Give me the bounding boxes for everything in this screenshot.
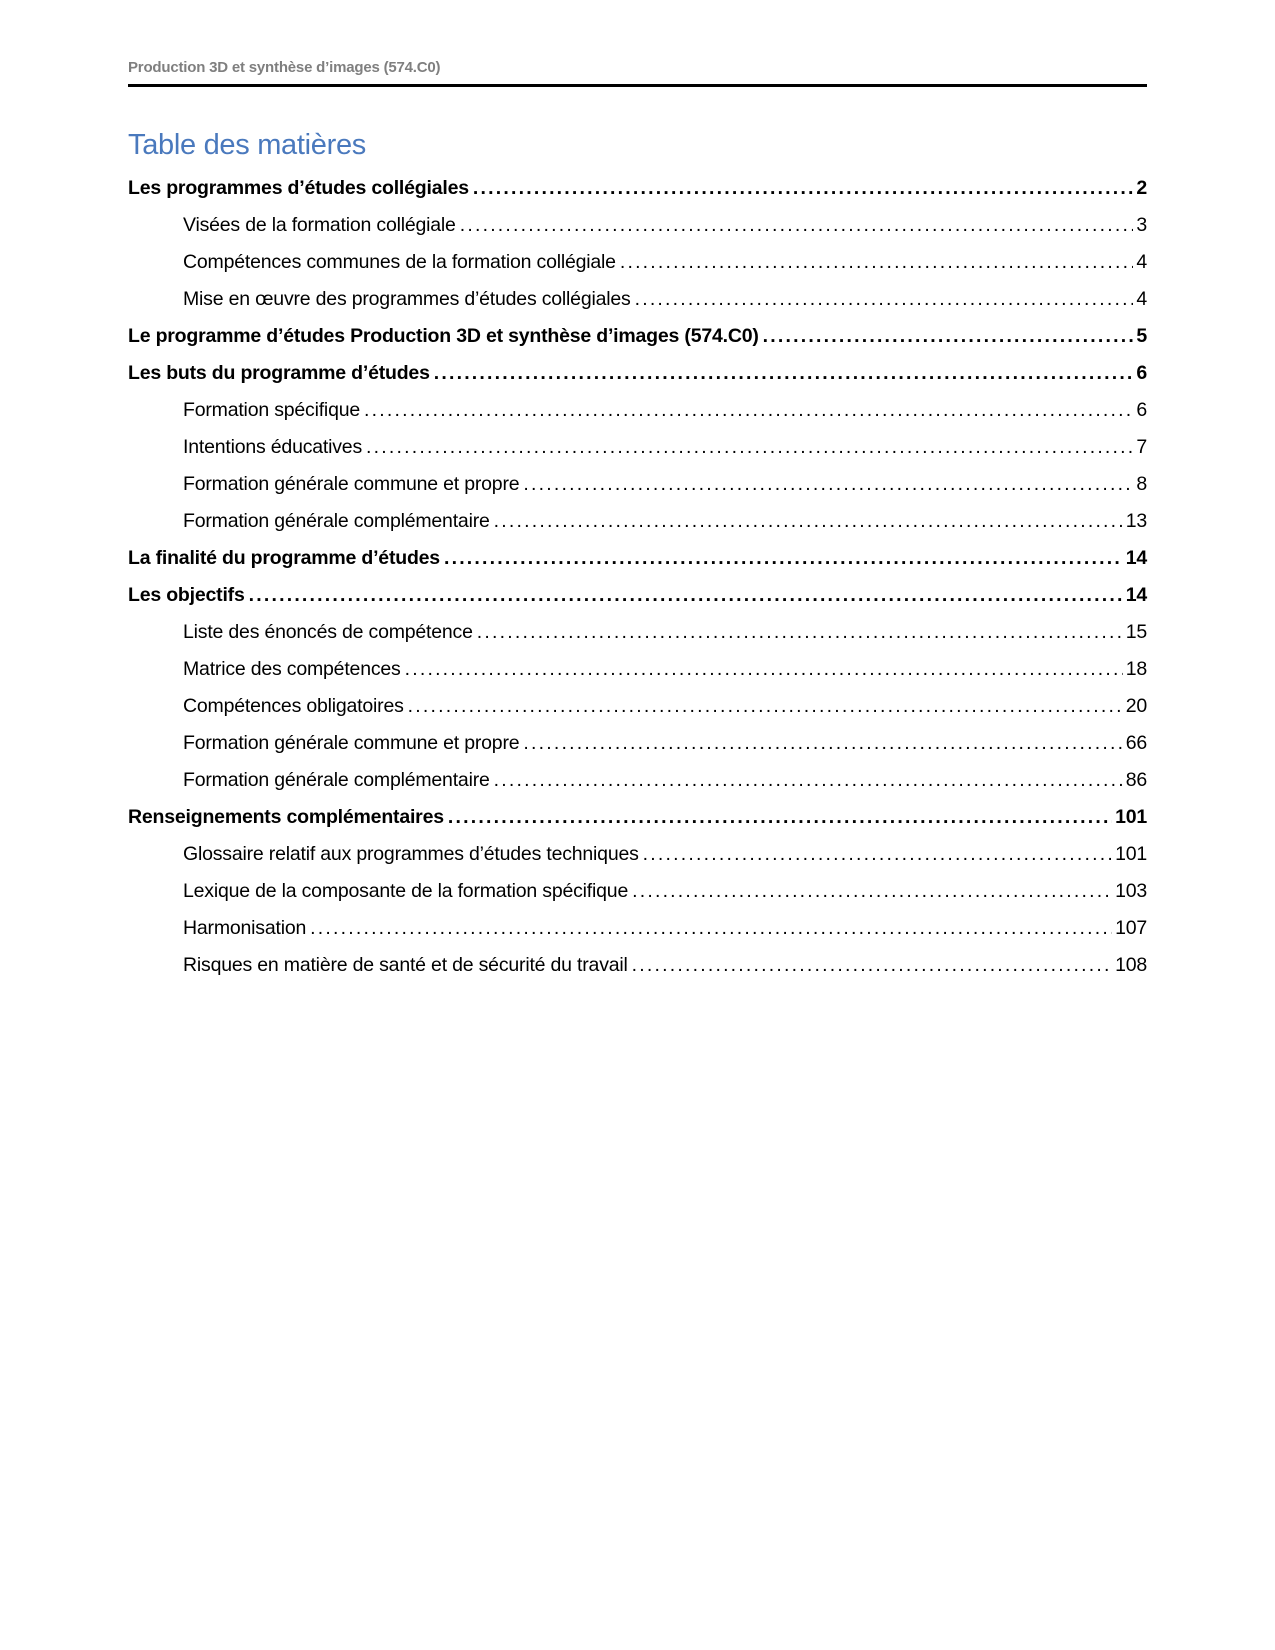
toc-entry-label: Les buts du programme d’études [128, 362, 430, 384]
toc-dot-leader [434, 355, 1134, 392]
toc-dot-leader [366, 429, 1133, 466]
toc-entry[interactable] [128, 540, 1147, 577]
toc-entry-page: 3 [1136, 214, 1147, 236]
toc-entry-label: Harmonisation [183, 917, 307, 939]
running-header: Production 3D et synthèse d’images (574.C0) [128, 58, 1147, 87]
toc-dot-leader [460, 207, 1134, 244]
toc-entry-page: 4 [1136, 288, 1147, 310]
toc-entry-label: Risques en matière de santé et de sécurité du travail [183, 954, 628, 976]
toc-entry[interactable] [128, 429, 1147, 466]
toc-entry-page: 66 [1125, 732, 1147, 754]
toc-dot-leader [632, 947, 1112, 984]
toc-entry[interactable] [128, 207, 1147, 244]
toc-entry-page: 8 [1136, 473, 1147, 495]
toc-entry-label: Les programmes d’études collégiales [128, 177, 469, 199]
toc-entry[interactable] [128, 873, 1147, 910]
toc-entry[interactable] [128, 281, 1147, 318]
toc-entry-label: Lexique de la composante de la formation spécifique [183, 880, 629, 902]
toc-entry[interactable] [128, 651, 1147, 688]
toc-entry-label: Visées de la formation collégiale [183, 214, 456, 236]
toc-entry-page: 2 [1136, 177, 1147, 199]
table-of-contents [128, 170, 1147, 984]
toc-entry-label: Le programme d’études Production 3D et synthèse d’images (574.C0) [128, 325, 759, 347]
toc-entry-page: 103 [1115, 880, 1147, 902]
toc-entry[interactable] [128, 355, 1147, 392]
toc-dot-leader [448, 799, 1112, 836]
toc-entry-label: Formation générale commune et propre [183, 473, 520, 495]
toc-entry-label: Renseignements complémentaires [128, 806, 444, 828]
toc-entry-page: 6 [1136, 362, 1147, 384]
toc-entry-page: 5 [1136, 325, 1147, 347]
toc-entry-label: Formation générale complémentaire [183, 769, 490, 791]
toc-entry-page: 14 [1125, 584, 1147, 606]
toc-entry-page: 108 [1115, 954, 1147, 976]
toc-entry[interactable] [128, 725, 1147, 762]
toc-entry-page: 107 [1115, 917, 1147, 939]
toc-dot-leader [763, 318, 1134, 355]
toc-entry[interactable] [128, 577, 1147, 614]
page-title: Table des matières [128, 129, 366, 161]
toc-entry[interactable] [128, 244, 1147, 281]
toc-entry-page: 20 [1125, 695, 1147, 717]
toc-entry[interactable] [128, 170, 1147, 207]
toc-entry-label: Glossaire relatif aux programmes d’études techniques [183, 843, 639, 865]
toc-dot-leader [523, 466, 1133, 503]
toc-dot-leader [643, 836, 1112, 873]
toc-entry[interactable] [128, 799, 1147, 836]
toc-entry[interactable] [128, 614, 1147, 651]
toc-dot-leader [494, 762, 1123, 799]
toc-entry-page: 86 [1125, 769, 1147, 791]
toc-dot-leader [444, 540, 1123, 577]
toc-entry-label: Formation générale complémentaire [183, 510, 490, 532]
toc-dot-leader [494, 503, 1123, 540]
toc-dot-leader [249, 577, 1123, 614]
toc-entry-page: 13 [1125, 510, 1147, 532]
toc-entry-page: 15 [1125, 621, 1147, 643]
toc-entry-page: 101 [1115, 843, 1147, 865]
toc-entry[interactable] [128, 762, 1147, 799]
toc-entry-label: Formation spécifique [183, 399, 361, 421]
toc-dot-leader [408, 688, 1123, 725]
toc-dot-leader [405, 651, 1123, 688]
toc-entry-page: 101 [1115, 806, 1147, 828]
toc-dot-leader [310, 910, 1112, 947]
toc-entry-label: Intentions éducatives [183, 436, 363, 458]
toc-dot-leader [364, 392, 1133, 429]
toc-entry-page: 14 [1125, 547, 1147, 569]
toc-entry[interactable] [128, 503, 1147, 540]
toc-entry-label: Liste des énoncés de compétence [183, 621, 473, 643]
toc-entry-label: Les objectifs [128, 584, 245, 606]
toc-entry[interactable] [128, 947, 1147, 984]
toc-dot-leader [635, 281, 1134, 318]
toc-entry-page: 4 [1136, 251, 1147, 273]
toc-entry[interactable] [128, 910, 1147, 947]
toc-entry[interactable] [128, 392, 1147, 429]
toc-entry[interactable] [128, 466, 1147, 503]
toc-entry-page: 6 [1136, 399, 1147, 421]
toc-entry-label: Matrice des compétences [183, 658, 401, 680]
toc-entry-label: Compétences communes de la formation collégiale [183, 251, 616, 273]
toc-entry-label: Compétences obligatoires [183, 695, 404, 717]
toc-entry-label: Formation générale commune et propre [183, 732, 520, 754]
toc-dot-leader [632, 873, 1112, 910]
toc-entry-label: Mise en œuvre des programmes d’études collégiales [183, 288, 631, 310]
toc-entry-page: 18 [1125, 658, 1147, 680]
toc-dot-leader [473, 170, 1133, 207]
toc-entry[interactable] [128, 836, 1147, 873]
toc-entry-page: 7 [1136, 436, 1147, 458]
toc-dot-leader [620, 244, 1134, 281]
toc-entry[interactable] [128, 688, 1147, 725]
toc-dot-leader [477, 614, 1123, 651]
toc-entry-label: La finalité du programme d’études [128, 547, 440, 569]
toc-entry[interactable] [128, 318, 1147, 355]
toc-dot-leader [523, 725, 1122, 762]
